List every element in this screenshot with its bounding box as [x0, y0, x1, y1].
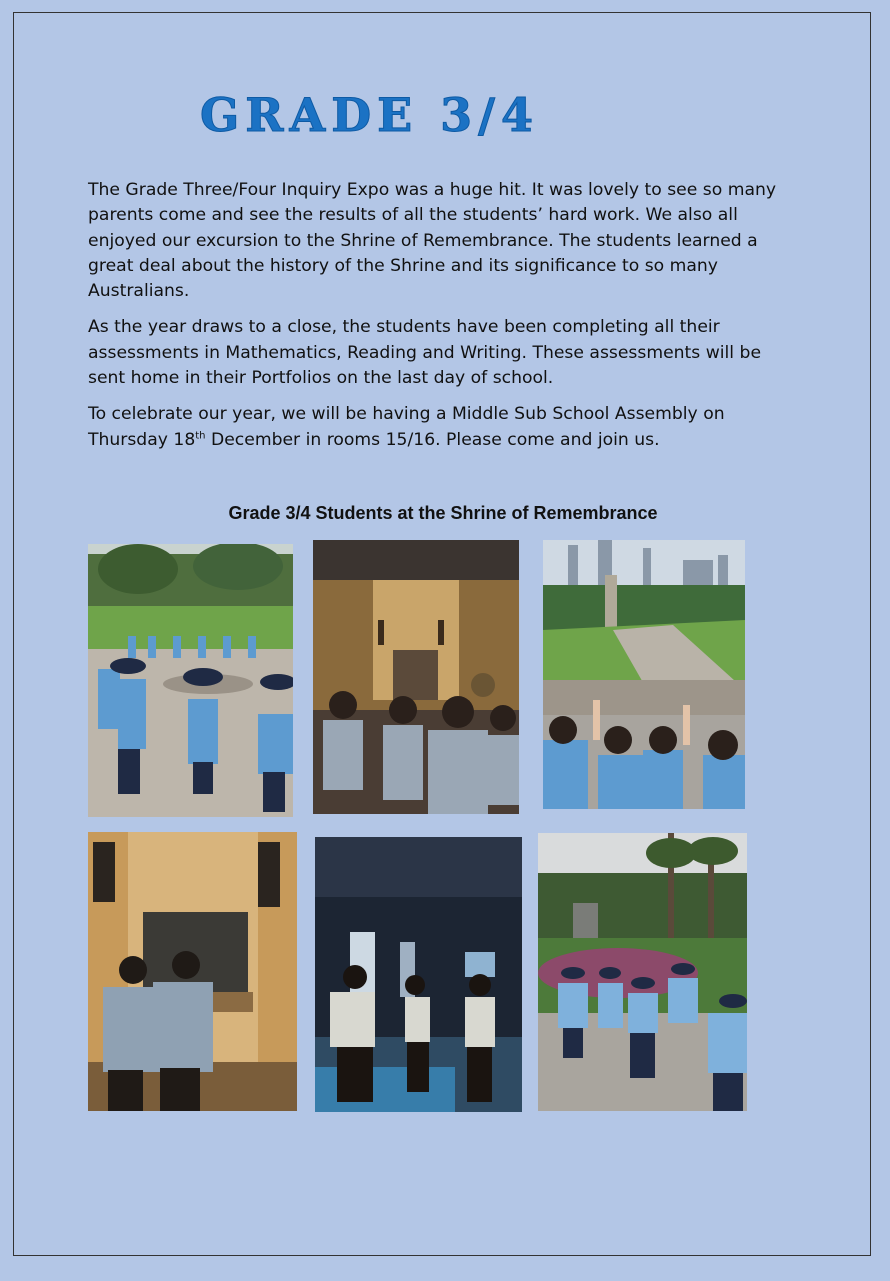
photo-crypt-pair: [88, 832, 297, 1111]
paragraph-assessments: As the year draws to a close, the students have been completing all their assessments in Mathematics, Reading and Writing. These assessments will be sent home in their Portfolios on the last day of school.: [88, 317, 762, 389]
photo-city-view: [543, 540, 745, 809]
assembly-text-end: December in rooms 15/16. Please come and join us.: [205, 429, 660, 450]
photo-sanctuary: [313, 540, 519, 814]
photo-gallery: [315, 837, 522, 1112]
photo-caption: Grade 3/4 Students at the Shrine of Remembrance: [228, 503, 658, 523]
page-title: GRADE 3/4: [200, 88, 539, 142]
article-body: [88, 178, 800, 464]
photo-courtyard: [88, 544, 293, 817]
photo-garden-clock: [538, 833, 747, 1111]
assembly-text-start: To celebrate our year, we will be having a Middle Sub School Assembly on Thursday 18: [88, 404, 725, 450]
date-suffix: th: [195, 429, 206, 441]
paragraph-expo: The Grade Three/Four Inquiry Expo was a huge hit. It was lovely to see so many parents come and see the results of all the students’ hard work. We also all enjoyed our excursion to the Shrine of Remembrance. The students learned a great deal about the history of the Shrine and its significance to so many Australians.: [88, 180, 777, 302]
paragraph-assembly: [88, 402, 800, 453]
